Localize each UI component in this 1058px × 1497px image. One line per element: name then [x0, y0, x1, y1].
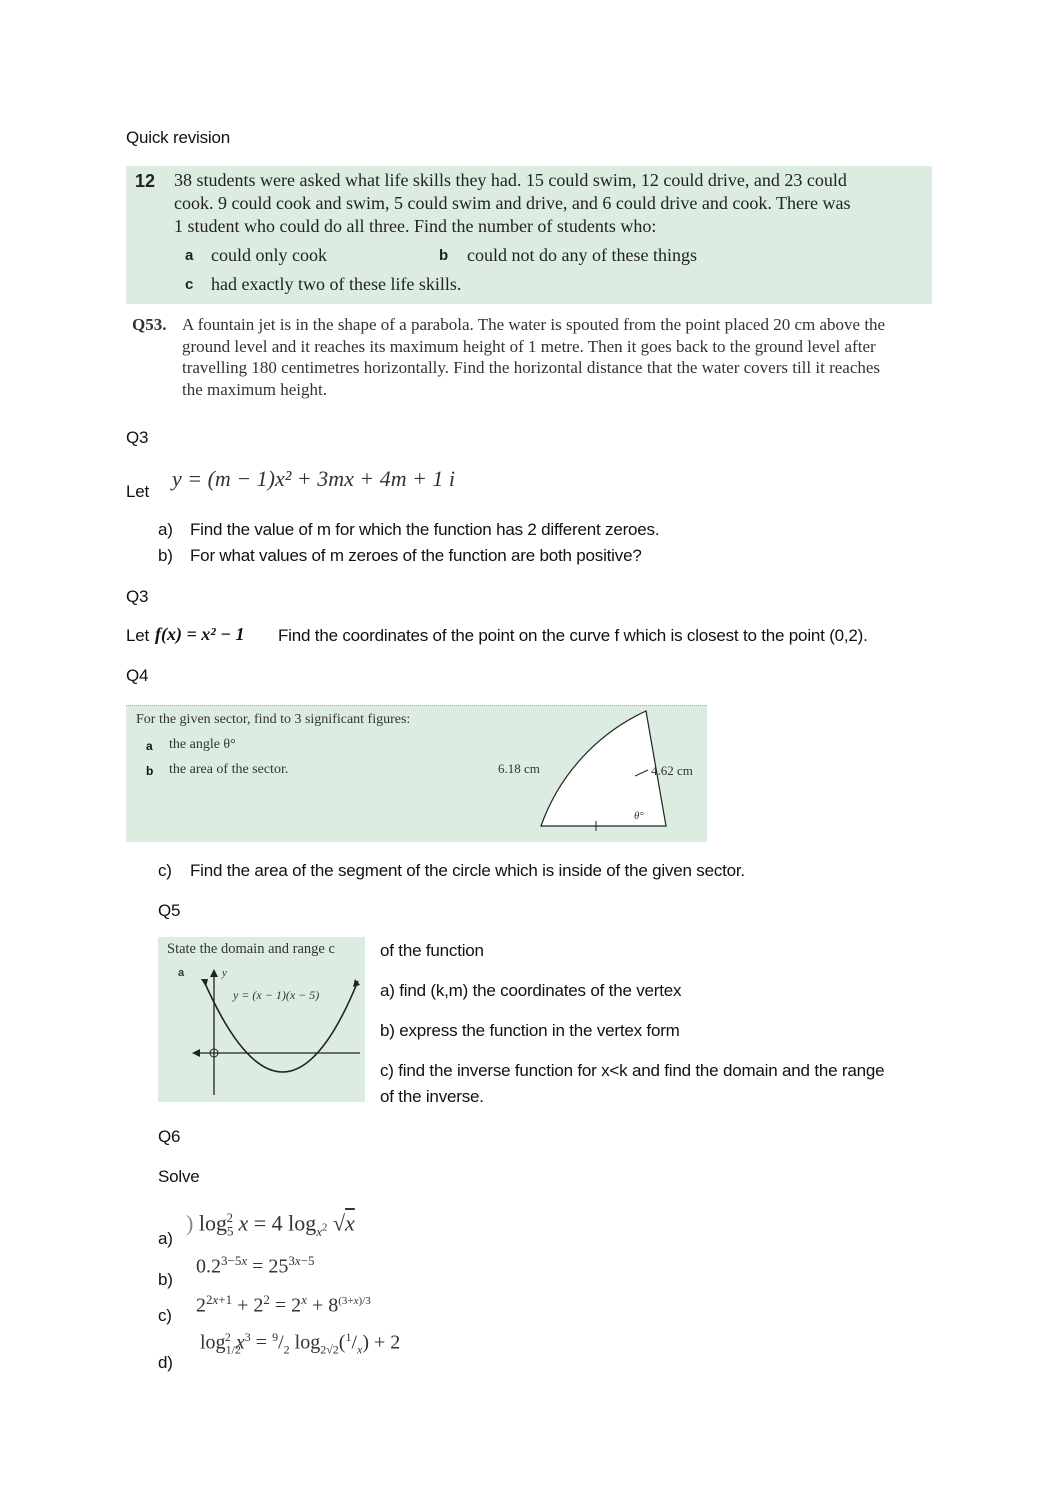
item-label: d) — [158, 1353, 173, 1372]
question-title: Q3 — [126, 428, 149, 447]
question-12-box — [126, 166, 932, 304]
q5-text-line: c) find the inverse function for x<k and find the domain and the range — [380, 1061, 885, 1080]
figure-prompt: State the domain and range c — [167, 941, 335, 957]
option-text: had exactly two of these life skills. — [211, 274, 462, 294]
q5-text-line: of the inverse. — [380, 1087, 484, 1106]
question-title: Q6 — [158, 1127, 181, 1146]
q5-text-line: a) find (k,m) the coordinates of the vertex — [380, 981, 682, 1000]
item-label: c) — [158, 1306, 172, 1325]
parabola-figure-box — [158, 937, 365, 1102]
curve-label: y = (x − 1)(x − 5) — [233, 988, 320, 1002]
option-label: b — [146, 764, 154, 778]
item-label: a) — [158, 1229, 173, 1248]
arc-label: 4.62 cm — [651, 763, 693, 778]
option-label: b — [439, 247, 449, 264]
option-text: could not do any of these things — [467, 245, 697, 265]
question-text-line: cook. 9 could cook and swim, 5 could swim and drive, and 6 could drive and cook. There was — [174, 193, 851, 213]
question-title: Q3 — [126, 587, 149, 606]
radius-label: 6.18 cm — [498, 761, 540, 776]
quadratic-equation: y = (m − 1)x² + 3mx + 4m + 1 i — [172, 466, 456, 491]
parabola-graph — [158, 937, 365, 1102]
option-text: the angle θ° — [169, 737, 236, 752]
option-label: a — [146, 739, 153, 753]
question-number: Q53. — [132, 315, 167, 334]
y-axis-label: y — [222, 967, 227, 979]
question-text-line: 38 students were asked what life skills they had. 15 could swim, 12 could drive, and 23 could — [174, 170, 847, 190]
question-text-line: ground level and it reaches its maximum height of 1 metre. Then it goes back to the ground level after — [182, 337, 876, 356]
let-label: Let — [126, 626, 150, 645]
question-text-line: 1 student who could do all three. Find the number of students who: — [174, 216, 657, 236]
option-label: a — [185, 247, 194, 264]
figure-label: a — [178, 967, 185, 979]
question-text-line: travelling 180 centimetres horizontally. Find the horizontal distance that the water covers till it reaches — [182, 358, 881, 377]
option-label: c — [185, 276, 194, 293]
item-text: Find the area of the segment of the circle which is inside of the given sector. — [190, 861, 745, 880]
question-intro: For the given sector, find to 3 significant figures: — [136, 712, 411, 727]
question-text: Find the coordinates of the point on the curve f which is closest to the point (0,2). — [278, 626, 868, 645]
option-text: the area of the sector. — [169, 762, 289, 777]
question-title: Q5 — [158, 901, 181, 920]
sector-diagram — [126, 706, 707, 842]
equation-c: $2^{2x+1} + 2^2 = 2^x + 8^{(3+x)/3}$ — [196, 1292, 371, 1317]
item-label: c) — [158, 861, 172, 880]
sector-question-box — [126, 705, 707, 842]
item-label: b) — [158, 546, 173, 565]
item-text: For what values of m zeroes of the function are both positive? — [190, 546, 642, 565]
equation-a: ) $\log_5^2 x = 4$ $\log_{x^2} √x$ — [186, 1210, 355, 1239]
function-definition: f(x) = x² − 1 — [155, 624, 245, 644]
question-title: Q4 — [126, 666, 149, 685]
q5-text-line: b) express the function in the vertex form — [380, 1021, 680, 1040]
item-label: b) — [158, 1270, 173, 1289]
question-text-line: the maximum height. — [182, 380, 327, 399]
equation-b: $0.2^{3-5x} = 25^{3x-5}$ — [196, 1253, 315, 1278]
item-text: Find the value of m for which the function has 2 different zeroes. — [190, 520, 660, 539]
page-heading: Quick revision — [126, 128, 230, 147]
angle-label: θ° — [634, 810, 644, 822]
let-label: Let — [126, 482, 150, 501]
q5-text-line: of the function — [380, 941, 484, 960]
solve-label: Solve — [158, 1167, 200, 1186]
item-label: a) — [158, 520, 173, 539]
question-number: 12 — [135, 171, 156, 191]
question-text-line: A fountain jet is in the shape of a parabola. The water is spouted from the point placed 20 cm above the — [182, 315, 886, 334]
option-text: could only cook — [211, 245, 327, 265]
equation-d: $\log_{1/2}^2 x^3 = ^9/_2$ $\log_{2√2}(^1/_x) + 2$ — [200, 1330, 401, 1357]
